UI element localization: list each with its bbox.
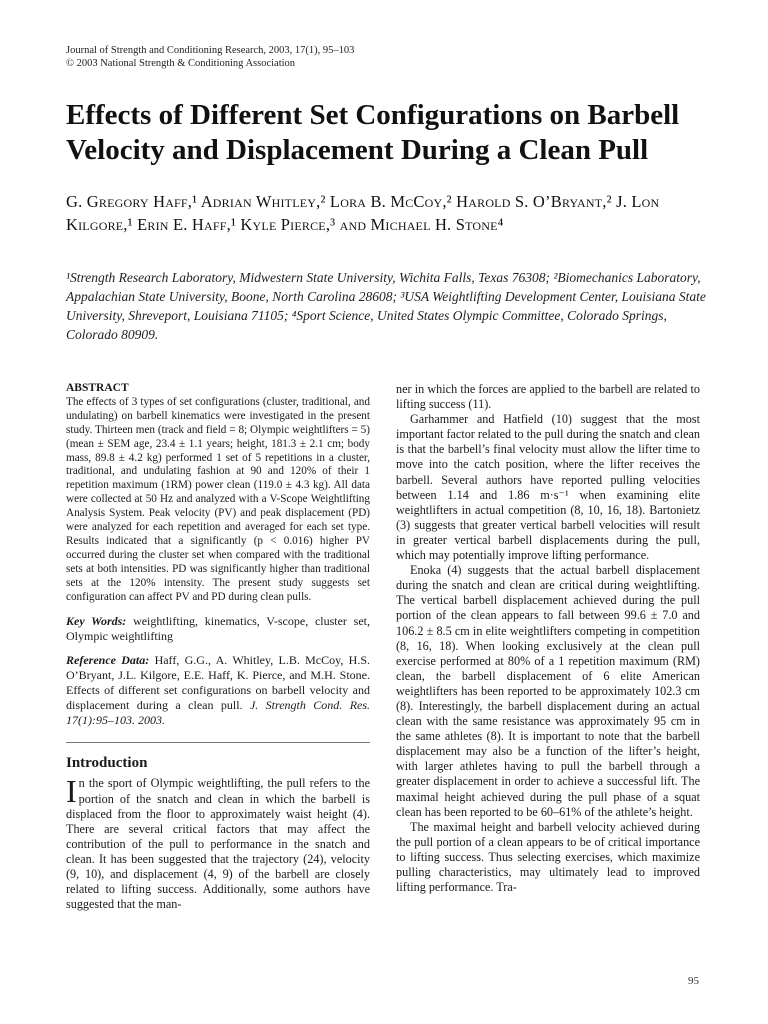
body-paragraph: Enoka (4) suggests that the actual barbell displacement during the snatch and clean are critical during weightlifting. The vertical barbell displacement achieved during the pull portion of the clean appears to fall between 99.6 ± 7.0 and 106.2 ± 8.5 cm in elite weightlifters competing in competition (8, 16, 18). When looking exclusively at the clean pull exercise performed at 80% of a 1 repetition maximum (RM) clean, the barbell displacement of 6 elite American weightlifters has been reported to be approximately 102.3 cm (8). Interestingly, the barbell displacement during an actual clean with the same resistance was approximately 95 cm in the same athletes (8). It is important to note that the barbell displacement may also be a function of the lifter’s height, with larger athletes having to pull the barbell through a greater displacement in order to achieve a successful lift. The maximal height achieved during the pull phase of a squat clean has been reported to be 60–61% of the athlete’s height.	[396, 563, 700, 819]
body-paragraph: ner in which the forces are applied to the barbell are related to lifting success (11).	[396, 382, 700, 412]
body-paragraph: The maximal height and barbell velocity achieved during the pull portion of a clean appears to be of critical importance to lifting success. Thus selecting exercises, which maximize pulling characteristics, may ultimately lead to improved lifting performance. Tra-	[396, 819, 700, 895]
reference-data-text: Haff, G.G., A. Whitley, L.B. McCoy, H.S. O’Bryant, J.L. Kilgore, E.E. Haff, K. Pierce, and M.H. Stone. Effects of different set configurations on barbell velocity and displacement during a clean pull.	[66, 652, 370, 712]
reference-data	[66, 653, 370, 728]
key-words-label: Key Words:	[66, 613, 127, 628]
right-column	[396, 382, 700, 895]
page-number: 95	[688, 975, 699, 987]
introduction-text	[66, 773, 370, 912]
abstract-text: The effects of 3 types of set configurations (cluster, traditional, and undulating) on barbell kinematics were investigated in the present study. Thirteen men (track and field = 8; Olympic weightlifters = 5) (mean ± SEM age, 23.4 ± 1.1 years; height, 181.3 ± 2.1 cm; body mass, 89.8 ± 4.2 kg) performed 1 set of 5 repetitions in a cluster, traditional, and undulating fashion at 90 and 120% of their 1 repetition maximum (1RM) power clean (119.0 ± 4.3 kg). All data were collected at 50 Hz and analyzed with a V-Scope Weightlifting Analysis System. Peak velocity (PV) and peak displacement (PD) were analyzed for each repetition and averaged for each set type. Results indicated that a significantly (p < 0.016) higher PV occurred during the cluster set when compared with the traditional sets at both intensities. PD was significantly higher than traditional sets at the 120% intensity. The present study suggests set configuration can affect PV and PD during clean pulls.	[66, 395, 370, 603]
body-paragraph: Garhammer and Hatfield (10) suggest that the most important factor related to the pull during the snatch and clean is that the barbell’s final velocity must allow the lifter time to move into the catch position, where the lifter receives the barbell. Several authors have reported pulling velocities between 1.14 and 1.86 m·s⁻¹ when examining elite weightlifters in actual competition (8, 10, 16, 18). Bartonietz (3) suggests that greater vertical barbell velocities will result in greater vertical barbell displacements during the pull, which may potentially improve lifting performance.	[396, 412, 700, 563]
paper-title: Effects of Different Set Configurations on Barbell Velocity and Displacement During a Clean Pull	[66, 99, 680, 166]
reference-data-label: Reference Data:	[66, 652, 150, 667]
key-words	[66, 614, 370, 644]
journal-copyright: © 2003 National Strength & Conditioning Association	[66, 58, 296, 69]
section-divider	[66, 742, 370, 743]
left-column	[66, 382, 370, 912]
journal-citation: Journal of Strength and Conditioning Research, 2003, 17(1), 95–103	[66, 45, 355, 56]
author-list: G. Gregory Haff,¹ Adrian Whitley,² Lora B. McCoy,² Harold S. O’Bryant,² J. Lon Kilgore,¹ Erin E. Haff,¹ Kyle Pierce,³ and Michael H. Stone⁴	[66, 192, 660, 234]
key-words-text: weightlifting, kinematics, V-scope, cluster set, Olympic weightlifting	[66, 613, 371, 643]
drop-cap: I	[66, 773, 77, 810]
journal-header	[66, 44, 354, 70]
introduction-body: n the sport of Olympic weightlifting, the pull refers to the portion of the snatch and clean in which the barbell is displaced from the floor to approximately waist height (4). There are several critical factors that may affect the contribution of the pull to performance in the snatch and clean. It has been suggested that the trajectory (24), velocity (9, 10), and displacement (4, 9) of the barbell are closely related to lifting success. Additionally, some authors have suggested that the man-	[66, 776, 370, 912]
affiliations: ¹Strength Research Laboratory, Midwestern State University, Wichita Falls, Texas 76308; ²Biomechanics Laboratory, Appalachian State University, Boone, North Carolina 28608; ³USA Weightlifting Development Center, Louisiana State University, Shreveport, Louisiana 71105; ⁴Sport Science, United States Olympic Committee, Colorado Springs, Colorado 80909.	[66, 270, 706, 342]
abstract-heading: ABSTRACT	[66, 382, 129, 394]
introduction-heading: Introduction	[66, 754, 148, 771]
reference-journal: J. Strength Cond. Res. 17(1):95–103. 2003.	[66, 697, 371, 727]
